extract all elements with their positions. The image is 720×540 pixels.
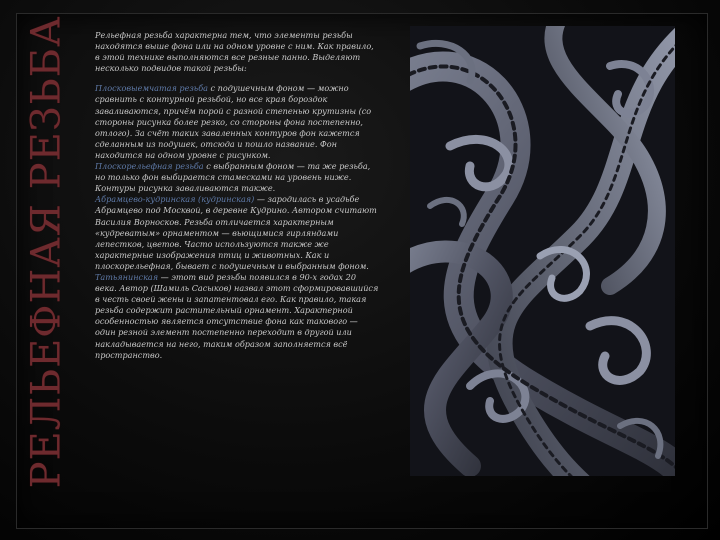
item-paragraph-3 [95,194,380,272]
intro-paragraph: Рельефная резьба характерна тем, что элементы резьбы находятся выше фона или на одном уровне с ним. Как правило, в этой технике выполняются все резные панно. Выделяют несколько подвидов такой резьбы: [95,30,374,74]
item-paragraph-1 [95,83,380,161]
item-text: — зародилась в усадьбе Абрамцево под Москвой, в деревне Кудрино. Автором считают Василия Ворносков. Резьба отличается характерным «кудреватым» орнаментом — вьющимися гирляндами лепестков, цветов. Часто используются также же характерные изображения птиц и животных. Как и плоскорельефная, бывает с подушечным и выбранным фоном. [95,194,377,271]
item-term: Абрамцево-кудринская (кудринская) [95,194,255,205]
item-paragraph-2 [95,161,380,194]
item-paragraph-4 [95,272,380,361]
slide-body [95,30,380,370]
item-text: с выбранным фоном — та же резьба, но только фон выбирается стамесками на уровень ниже. Контуры рисунка заваливаются также. [95,161,371,194]
item-text: — этот вид резьбы появился в 90-х годах 20 века. Автор (Шамиль Сасыков) назвал этот сформировавшийся в честь своей жены и запатентовал его. Как правило, такая резьба содержит растительный орнамент. Характерной особенностью является отсутствие фона как такового — один резной элемент постепенно переходит в другой или накладывается на него, таким образом заполняется всё пространство. [95,271,379,360]
item-term: Плоскорельефная резьба [95,161,204,172]
carving-photo [410,26,675,476]
slide-title: РЕЛЬЕФНАЯ РЕЗЬБА [23,15,69,489]
carving-image [410,26,675,476]
slide-title-container [6,15,86,489]
item-term: Плосковыемчатая резьба [95,83,208,94]
item-text: с подушечным фоном — можно сравнить с контурной резьбой, но все края бороздок заваливаются, причём порой с разной степенью крутизны (со стороны рисунка более резко, со стороны фона постепенно, отлого). За счёт таких заваленных контуров фон кажется сделанным из подушек, отсюда и пошло название. Фон находится на одном уровне с рисунком. [95,83,372,160]
item-term: Татьянинская [95,271,159,282]
